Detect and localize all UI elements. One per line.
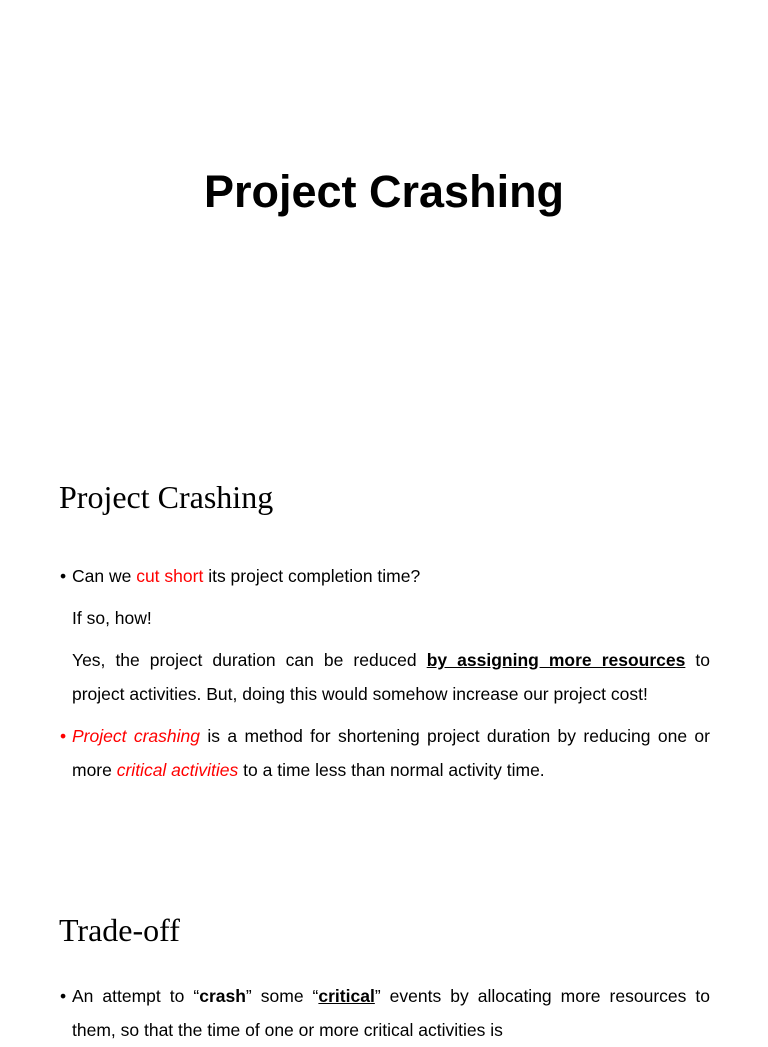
slide-body	[60, 559, 710, 787]
text-project-duration: Yes, the project duration can be reduced by assigning more resources to project activities. But, doing this would somehow increase our project cost!	[72, 650, 710, 704]
slide-trade-off	[0, 880, 768, 1040]
emphasis-assigning-resources: by assigning more resources	[426, 650, 686, 670]
term-project-crashing: Project crashing	[72, 726, 200, 746]
term-crash: crash	[199, 986, 246, 1006]
slide-title	[0, 0, 768, 440]
bullet-crash-attempt: • An attempt to “crash” some “critical” events by allocating more resources to them, so that the time of one or more critical activities is	[60, 979, 710, 1047]
bullet-marker: •	[60, 566, 67, 586]
text-if-so-how: If so, how!	[72, 608, 152, 628]
slide-project-crashing	[0, 440, 768, 880]
term-critical: critical	[318, 986, 375, 1006]
bullet-definition: • Project crashing is a method for shortening project duration by reducing one or more critical activities to a time less than normal activity time.	[60, 719, 710, 787]
slide-body	[60, 979, 710, 1047]
bullet-cut-short: • Can we cut short its project completion time?	[60, 559, 710, 593]
bullet-marker: •	[60, 986, 67, 1006]
term-critical-activities: critical activities	[116, 760, 239, 780]
slide-heading: Project Crashing	[59, 479, 274, 515]
presentation-title: Project Crashing	[203, 166, 565, 217]
bullet-marker: •	[60, 726, 67, 746]
highlight-cut-short: cut short	[136, 566, 204, 586]
slide-heading: Trade-off	[59, 912, 180, 948]
